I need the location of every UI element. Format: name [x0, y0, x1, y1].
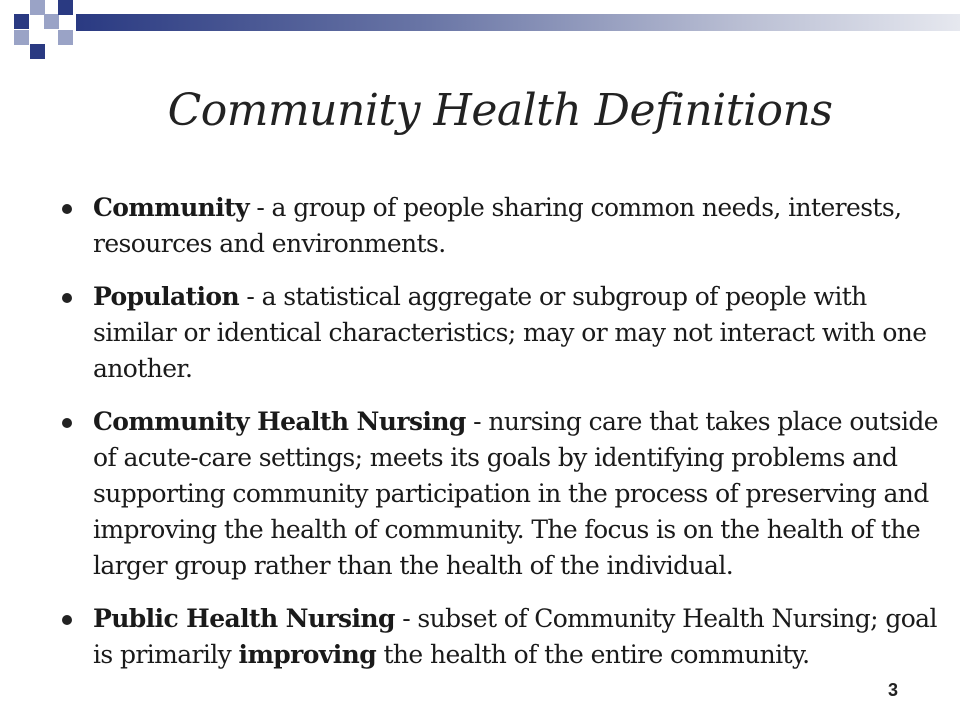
- header-decoration: [0, 0, 960, 60]
- page-number: 3: [888, 680, 899, 700]
- definition-term: Public Health Nursing: [93, 604, 395, 633]
- definition-text: - a group of people sharing common needs, interests, resources and environments.: [93, 193, 902, 258]
- deco-square-light: [14, 30, 29, 45]
- deco-square-light: [44, 14, 59, 29]
- deco-square-light: [30, 0, 45, 15]
- definition-term: Community: [93, 193, 250, 222]
- deco-square-light: [58, 30, 73, 45]
- definition-text: the health of the entire community.: [376, 640, 810, 669]
- slide-title: Community Health Definitions: [167, 85, 833, 136]
- definition-text: - a statistical aggregate or subgroup of people with similar or identical characteristics; may or may not interact with one another.: [93, 282, 927, 383]
- deco-square-dark: [58, 0, 73, 15]
- definition-term: Population: [93, 282, 240, 311]
- header-gradient-bar: [76, 14, 960, 31]
- definition-list: [58, 190, 938, 690]
- definition-text: - subset of Community Health Nursing; goal is primarily: [93, 604, 937, 669]
- definition-item: [58, 279, 938, 387]
- definition-item: [58, 404, 938, 584]
- bullet-icon: [62, 615, 72, 625]
- bullet-icon: [62, 293, 72, 303]
- bullet-icon: [62, 418, 72, 428]
- deco-square-dark: [14, 14, 29, 29]
- definition-text: - nursing care that takes place outside of acute-care settings; meets its goals by identifying problems and supporting community participation in the process of preserving and improving the health of community. The focus is on the health of the larger group rather than the health of the individual.: [93, 407, 938, 580]
- definition-term: Community Health Nursing: [93, 407, 466, 436]
- bullet-icon: [62, 204, 72, 214]
- definition-emphasis: improving: [238, 640, 377, 669]
- definition-item: [58, 190, 938, 262]
- deco-square-dark: [30, 44, 45, 59]
- definition-item: [58, 601, 938, 673]
